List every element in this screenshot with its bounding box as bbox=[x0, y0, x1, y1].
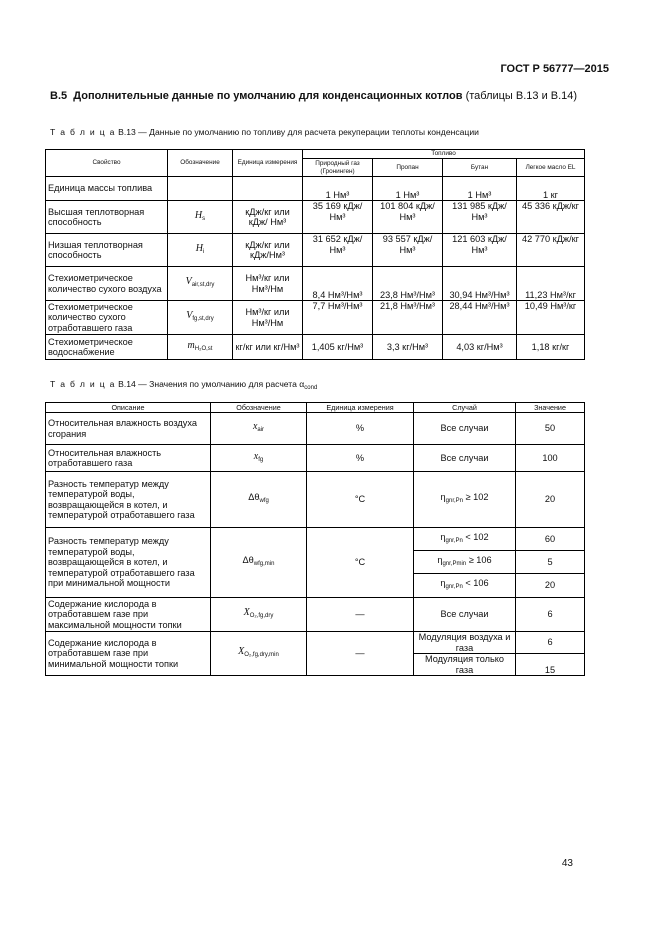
cell-unit: кДж/кг или кДж/Нм³ bbox=[233, 234, 303, 267]
cell-natural-gas: 7,7 Нм³/Нм³ bbox=[303, 301, 373, 335]
cell-case: Модуляция воздуха и газа bbox=[414, 632, 516, 654]
cell-propane: 3,3 кг/Нм³ bbox=[373, 335, 443, 360]
cell-property: Стехиометрическое водоснабжение bbox=[46, 335, 168, 360]
cell-value: 6 bbox=[516, 632, 585, 654]
cell-case: Все случаи bbox=[414, 413, 516, 445]
cell-description: Содержание кислорода в отработавшем газе при максимальной мощности топки bbox=[46, 598, 211, 632]
cell-symbol: $\Delta\theta_{wfg}$ bbox=[211, 472, 307, 528]
col-header-case: Случай bbox=[414, 403, 516, 413]
section-title: Дополнительные данные по умолчанию для конденсационных котлов bbox=[73, 90, 463, 102]
cell-symbol: $H_i$ bbox=[168, 234, 233, 267]
table-13 bbox=[45, 149, 585, 360]
cell-value: 5 bbox=[516, 551, 585, 574]
cell-case: $\eta_{gnr,Pmin} \ge 106$ bbox=[414, 551, 516, 574]
cell-symbol: $\Delta\theta_{wfg,min}$ bbox=[211, 528, 307, 598]
cell-unit: Нм³/кг или Нм³/Нм bbox=[233, 267, 303, 301]
cell-light-oil: 42 770 кДж/кг bbox=[517, 234, 585, 267]
cell-case: Модуляция только газа bbox=[414, 654, 516, 676]
cell-butane: 4,03 кг/Нм³ bbox=[443, 335, 517, 360]
table-row bbox=[46, 335, 585, 360]
cell-natural-gas: 1 Нм³ bbox=[303, 177, 373, 201]
table14-caption-label: Т а б л и ц а bbox=[50, 379, 116, 389]
cell-description: Разность температур между температурой воды, возвращающейся в котел, и температурой отработавшего газа при минимальной мощности bbox=[46, 528, 211, 598]
cell-unit: — bbox=[307, 632, 414, 676]
table-14 bbox=[45, 402, 585, 676]
cell-value: 20 bbox=[516, 472, 585, 528]
col-header-unit: Единица измерения bbox=[307, 403, 414, 413]
cell-description: Содержание кислорода в отработавшем газе при минимальной мощности топки bbox=[46, 632, 211, 676]
cell-value: 60 bbox=[516, 528, 585, 551]
page-number: 43 bbox=[561, 858, 573, 869]
cell-property: Низшая теплотворная способность bbox=[46, 234, 168, 267]
cell-property: Стехиометрическое количество сухого воздуха bbox=[46, 267, 168, 301]
table-row bbox=[46, 528, 585, 551]
cell-unit: кг/кг или кг/Нм³ bbox=[233, 335, 303, 360]
col-header-propane: Пропан bbox=[373, 159, 443, 177]
section-heading bbox=[50, 89, 610, 103]
cell-value: 100 bbox=[516, 445, 585, 472]
cell-unit: °C bbox=[307, 528, 414, 598]
cell-case: $\eta_{gnr,Pn} < 102$ bbox=[414, 528, 516, 551]
col-header-symbol: Обозначение bbox=[211, 403, 307, 413]
col-header-unit: Единица измерения bbox=[233, 150, 303, 177]
table14-caption bbox=[50, 379, 317, 391]
cell-value: 6 bbox=[516, 598, 585, 632]
table-row bbox=[46, 177, 585, 201]
cell-natural-gas: 31 652 кДж/Нм³ bbox=[303, 234, 373, 267]
table14-caption-text: В.14 — Значения по умолчанию для расчета α bbox=[115, 379, 305, 389]
col-header-fuel: Топливо bbox=[303, 150, 585, 159]
cell-natural-gas: 1,405 кг/Нм³ bbox=[303, 335, 373, 360]
table13-caption bbox=[50, 127, 479, 137]
cell-symbol: $x_{fg}$ bbox=[211, 445, 307, 472]
cell-symbol: $x_{air}$ bbox=[211, 413, 307, 445]
col-header-butane: Бутан bbox=[443, 159, 517, 177]
cell-symbol: $V_{fg,st,dry}$ bbox=[168, 301, 233, 335]
cell-natural-gas: 35 169 кДж/Нм³ bbox=[303, 201, 373, 234]
cell-unit: °C bbox=[307, 472, 414, 528]
col-header-property: Свойство bbox=[46, 150, 168, 177]
table-row bbox=[46, 472, 585, 528]
col-header-description: Описание bbox=[46, 403, 211, 413]
cell-butane: 131 985 кДж/Нм³ bbox=[443, 201, 517, 234]
cell-symbol: $m_{H_2O,st}$ bbox=[168, 335, 233, 360]
cell-butane: 30,94 Нм³/Нм³ bbox=[443, 267, 517, 301]
col-header-value: Значение bbox=[516, 403, 585, 413]
cell-case: $\eta_{gnr,Pn} < 106$ bbox=[414, 574, 516, 598]
cell-unit: % bbox=[307, 445, 414, 472]
cell-case: Все случаи bbox=[414, 598, 516, 632]
cell-symbol: $X_{O_2,fg,dry,min}$ bbox=[211, 632, 307, 676]
cell-unit: Нм³/кг или Нм³/Нм bbox=[233, 301, 303, 335]
section-number: В.5 bbox=[50, 90, 68, 102]
cell-propane: 21,8 Нм³/Нм³ bbox=[373, 301, 443, 335]
cell-property: Стехиометрическое количество сухого отработавшего газа bbox=[46, 301, 168, 335]
cell-symbol: $H_s$ bbox=[168, 201, 233, 234]
cell-property: Высшая теплотворная способность bbox=[46, 201, 168, 234]
table-row bbox=[46, 234, 585, 267]
table13-caption-label: Т а б л и ц а bbox=[50, 127, 116, 137]
cell-propane: 93 557 кДж/Нм³ bbox=[373, 234, 443, 267]
standard-header: ГОСТ Р 56777—2015 bbox=[500, 63, 609, 75]
table-row bbox=[46, 413, 585, 445]
cell-value: 15 bbox=[516, 654, 585, 676]
col-header-natural-gas: Природный газ (Гронинген) bbox=[303, 159, 373, 177]
table13-caption-text: В.13 — Данные по умолчанию по топливу для расчета рекуперации теплоты конденсации bbox=[115, 127, 479, 137]
cell-natural-gas: 8,4 Нм³/Нм³ bbox=[303, 267, 373, 301]
col-header-light-oil: Легкое масло EL bbox=[517, 159, 585, 177]
cell-unit: — bbox=[307, 598, 414, 632]
cell-unit bbox=[233, 177, 303, 201]
cell-value: 20 bbox=[516, 574, 585, 598]
table-row bbox=[46, 632, 585, 654]
section-title-rest: (таблицы В.13 и В.14) bbox=[462, 90, 578, 102]
cell-light-oil: 45 336 кДж/кг bbox=[517, 201, 585, 234]
cell-symbol: $X_{O_2,fg,dry}$ bbox=[211, 598, 307, 632]
table-row bbox=[46, 301, 585, 335]
cell-symbol: $V_{air,st,dry}$ bbox=[168, 267, 233, 301]
cell-light-oil: 11,23 Нм³/кг bbox=[517, 267, 585, 301]
cell-light-oil: 10,49 Нм³/кг bbox=[517, 301, 585, 335]
cell-propane: 101 804 кДж/Нм³ bbox=[373, 201, 443, 234]
col-header-symbol: Обозначение bbox=[168, 150, 233, 177]
cell-butane: 28,44 Нм³/Нм³ bbox=[443, 301, 517, 335]
table-row bbox=[46, 201, 585, 234]
cell-butane: 1 Нм³ bbox=[443, 177, 517, 201]
cell-description: Относительная влажность воздуха сгорания bbox=[46, 413, 211, 445]
cell-butane: 121 603 кДж/Нм³ bbox=[443, 234, 517, 267]
cell-propane: 23,8 Нм³/Нм³ bbox=[373, 267, 443, 301]
table-row bbox=[46, 445, 585, 472]
cell-light-oil: 1 кг bbox=[517, 177, 585, 201]
cell-propane: 1 Нм³ bbox=[373, 177, 443, 201]
cell-case: Все случаи bbox=[414, 445, 516, 472]
table-row bbox=[46, 598, 585, 632]
cell-property: Единица массы топлива bbox=[46, 177, 168, 201]
table14-caption-sub: cond bbox=[304, 385, 318, 391]
cell-symbol bbox=[168, 177, 233, 201]
cell-description: Относительная влажность отработавшего газа bbox=[46, 445, 211, 472]
cell-unit: кДж/кг или кДж/ Нм³ bbox=[233, 201, 303, 234]
cell-light-oil: 1,18 кг/кг bbox=[517, 335, 585, 360]
table-row bbox=[46, 267, 585, 301]
cell-unit: % bbox=[307, 413, 414, 445]
cell-description: Разность температур между температурой воды, возвращающейся в котел, и температурой отработавшего газа bbox=[46, 472, 211, 528]
cell-value: 50 bbox=[516, 413, 585, 445]
cell-case: $\eta_{gnr,Pn} \ge 102$ bbox=[414, 472, 516, 528]
